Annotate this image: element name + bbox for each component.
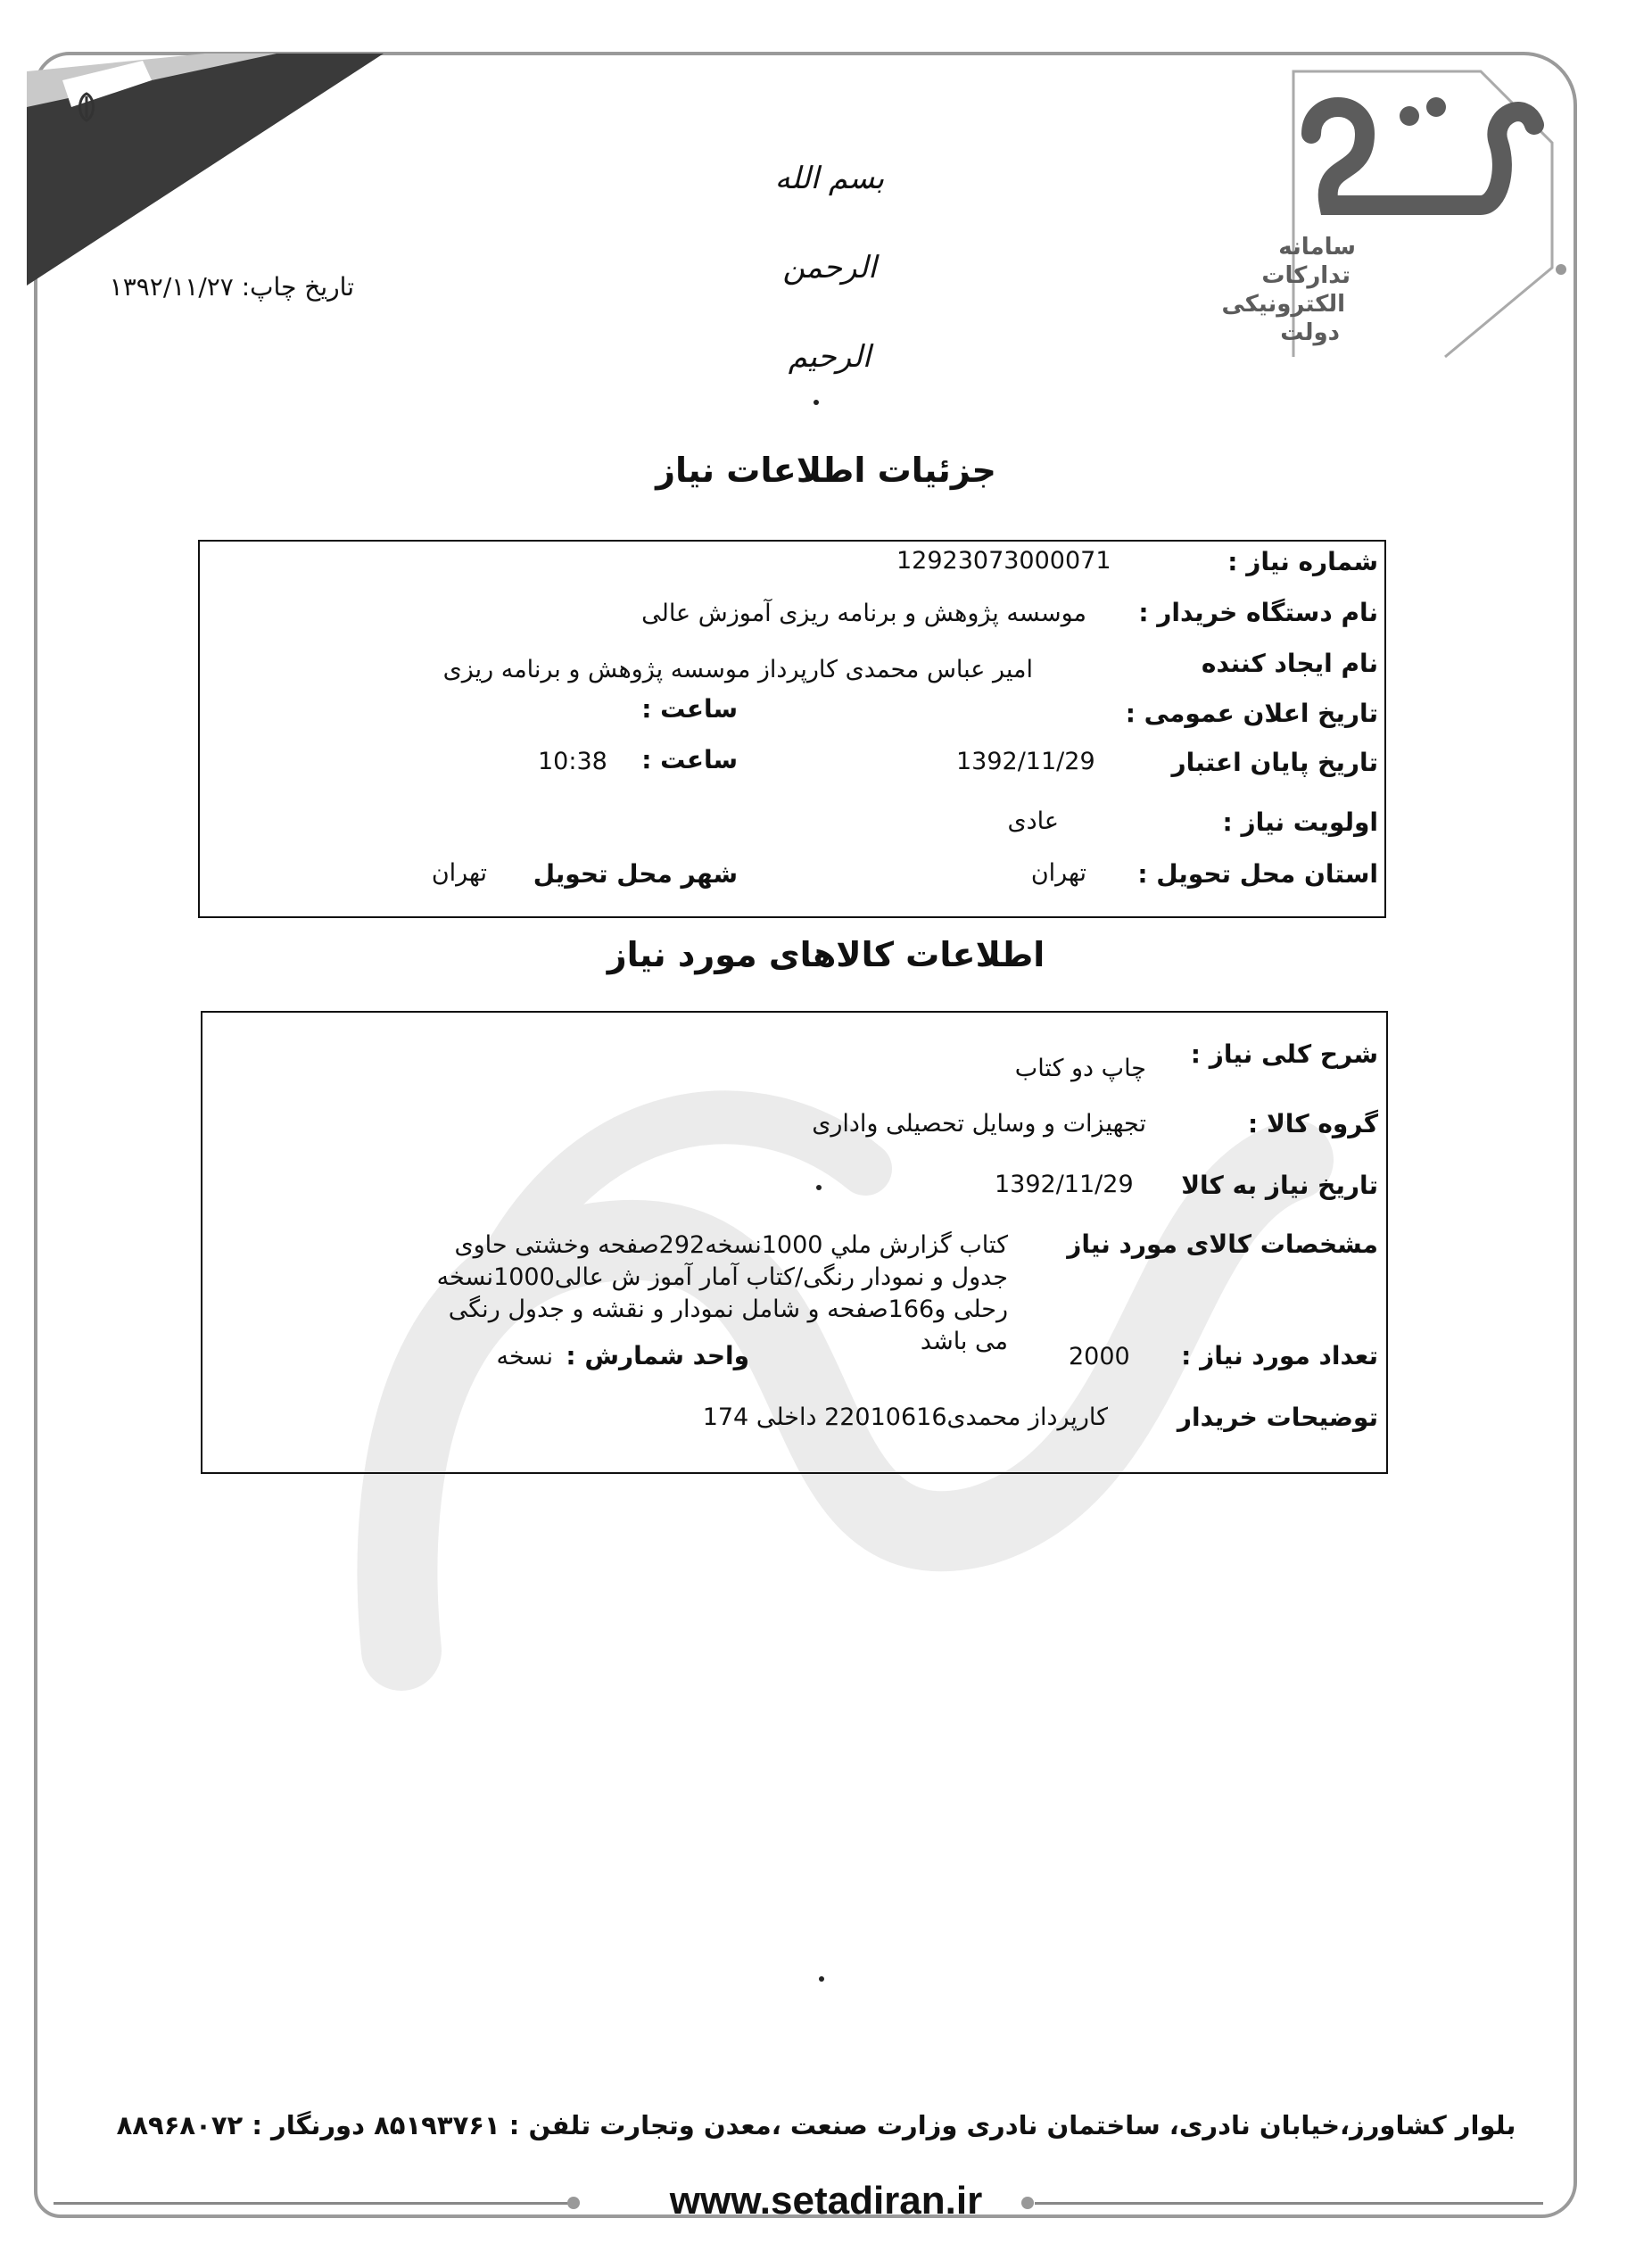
delivery-province-label: استان محل تحویل :	[1137, 859, 1378, 889]
general-desc-value: چاپ دو کتاب	[1014, 1055, 1146, 1082]
need-details-title: جزئیات اطلاعات نیاز	[656, 451, 996, 490]
logo-subtitle-line: تدارکات	[1261, 262, 1351, 289]
goods-group-label: گروه کالا :	[1248, 1109, 1378, 1138]
unit-label: واحد شمارش :	[566, 1341, 749, 1370]
validity-time-label: ساعت :	[641, 745, 738, 774]
delivery-city-value: تهران	[431, 859, 487, 887]
print-date	[110, 272, 354, 302]
specs-label: مشخصات کالای مورد نیاز	[1067, 1229, 1378, 1259]
logo-subtitle-line: الکترونیکی	[1221, 291, 1345, 318]
iran-emblem-icon	[64, 89, 109, 125]
quantity-label: تعداد مورد نیاز :	[1181, 1341, 1378, 1370]
website-link[interactable]: www.setadiran.ir	[669, 2179, 983, 2223]
setad-logo	[1221, 62, 1561, 366]
specs-value: کتاب گزارش ملي 1000نسخه292صفحه وخشتی حاوی جدول و نمودار رنگی/کتاب آمار آموز ش عالی1000نسخه رحلی و166صفحه و شامل نمودار و نقشه و جدول رنگی می باشد	[436, 1231, 1008, 1355]
buyer-org-value: موسسه پژوهش و برنامه ریزی آموزش عالی	[641, 600, 1086, 627]
general-desc-label: شرح کلی نیاز :	[1190, 1039, 1378, 1069]
public-announce-label: تاریخ اعلان عمومی :	[1125, 699, 1378, 728]
logo-subtitle-line: سامانه	[1278, 234, 1356, 261]
footer-address: بلوار کشاورز،خیابان نادری، ساختمان نادری وزارت صنعت ،معدن وتجارت تلفن : ۸۵۱۹۳۷۶۱ دورنگار : ۸۸۹۶۸۰۷۲	[116, 2110, 1516, 2140]
goods-group-value: تجهیزات و وسایل تحصیلی واداری	[812, 1110, 1146, 1138]
buyer-notes-label: توضیحات خریدار	[1177, 1403, 1378, 1432]
bismillah-calligraphy: بسم الله الرحمن الرحیم	[774, 161, 885, 375]
priority-value: عادی	[1007, 807, 1059, 835]
creator-label: نام ایجاد کننده	[1201, 649, 1378, 678]
priority-label: اولویت نیاز :	[1222, 807, 1378, 837]
corner-band	[27, 54, 384, 232]
need-date-label: تاریخ نیاز به کالا	[1181, 1171, 1378, 1200]
delivery-province-value: تهران	[1030, 859, 1086, 887]
dot	[819, 1976, 824, 1982]
creator-value: امیر عباس محمدی کارپرداز موسسه پژوهش و برنامه ریزی	[442, 656, 1033, 683]
print-date-value: ۱۳۹۲/۱۱/۲۷	[109, 272, 234, 302]
buyer-notes-value: کارپرداز محمدی22010616 داخلی 174	[702, 1403, 1108, 1431]
delivery-city-label: شهر محل تحویل	[533, 859, 738, 889]
validity-end-date: 1392/11/29	[956, 748, 1095, 775]
buyer-org-label: نام دستگاه خریدار :	[1138, 598, 1378, 627]
need-number-value: 12923073000071	[896, 547, 1111, 575]
need-number-label: شماره نیاز :	[1227, 547, 1378, 576]
website-divider-right	[1035, 2202, 1543, 2205]
website-dot-right	[1021, 2197, 1034, 2209]
logo-subtitle-line: دولت	[1280, 319, 1340, 346]
print-date-label: تاریخ چاپ:	[241, 272, 354, 302]
dot	[816, 1185, 822, 1190]
validity-time-value: 10:38	[538, 748, 607, 775]
public-time-label: ساعت :	[641, 694, 738, 724]
validity-end-label: تاریخ پایان اعتبار	[1171, 748, 1378, 777]
dot	[814, 400, 819, 405]
need-date-value: 1392/11/29	[995, 1171, 1134, 1198]
required-goods-title: اطلاعات کالاهای مورد نیاز	[607, 935, 1045, 974]
unit-value: نسخه	[496, 1343, 553, 1370]
quantity-value: 2000	[1069, 1343, 1130, 1370]
